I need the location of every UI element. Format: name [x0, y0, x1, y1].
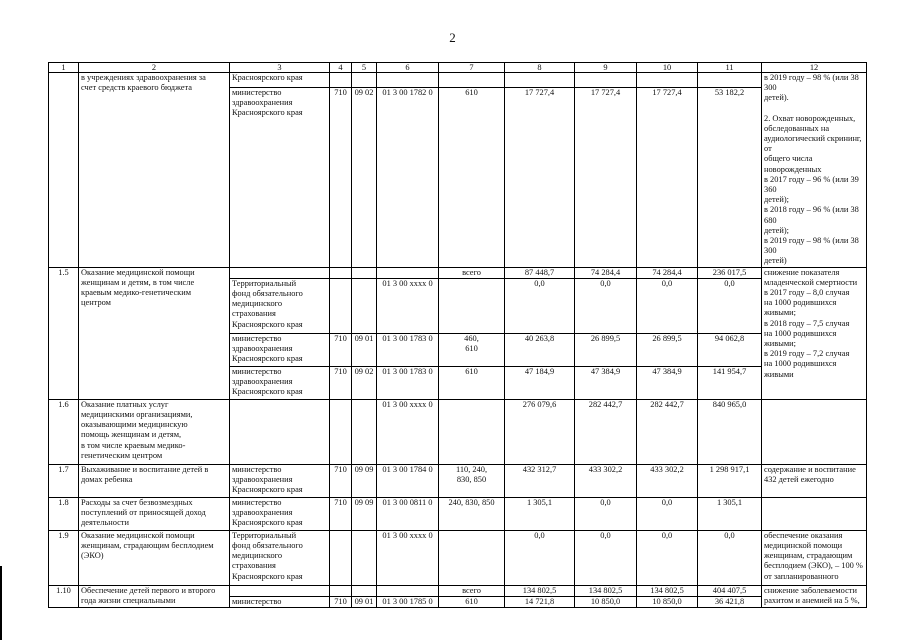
expected-result: содержание и воспитание 432 детей ежегодно — [762, 464, 867, 497]
value-2017: 1 305,1 — [505, 497, 575, 530]
organization: министерство здравоохранения Красноярского края — [230, 333, 330, 366]
result-text: в 2019 году – 98 % (или 38 300 детей). — [764, 73, 859, 103]
header-cell: 2 — [79, 63, 230, 73]
target-code: 01 3 00 xxxx 0 — [377, 278, 439, 333]
value-2017: 40 263,8 — [505, 333, 575, 366]
value-total: 53 182,2 — [698, 88, 762, 268]
section-code: 09 02 — [352, 88, 377, 268]
value-total: 840 965,0 — [698, 399, 762, 464]
value-2018: 0,0 — [575, 278, 637, 333]
row-number: 1.8 — [49, 497, 79, 530]
header-cell: 8 — [505, 63, 575, 73]
expense-code: 610 — [439, 88, 505, 268]
value-2019: 26 899,5 — [637, 333, 698, 366]
value-2018: 282 442,7 — [575, 399, 637, 464]
value-2018: 26 899,5 — [575, 333, 637, 366]
table-row — [49, 464, 867, 497]
budget-table — [48, 62, 867, 608]
section-code: 09 01 — [352, 597, 377, 608]
organization: министерство здравоохранения Красноярского края — [230, 464, 330, 497]
activity-name: Обеспечение детей первого и второго года жизни специальными — [79, 585, 230, 607]
target-code: 01 3 00 1783 0 — [377, 333, 439, 366]
table-row — [49, 73, 867, 88]
header-cell: 3 — [230, 63, 330, 73]
value-2018: 17 727,4 — [575, 88, 637, 268]
organization: министерство здравоохранения Красноярского края — [230, 366, 330, 399]
table-row — [49, 585, 867, 596]
target-code: 01 3 00 1785 0 — [377, 597, 439, 608]
organization: министерство — [230, 597, 330, 608]
section-code: 09 02 — [352, 366, 377, 399]
target-code: 01 3 00 xxxx 0 — [377, 399, 439, 464]
header-cell: 7 — [439, 63, 505, 73]
value-2018: 47 384,9 — [575, 366, 637, 399]
header-cell: 6 — [377, 63, 439, 73]
expected-result: обеспечение оказания медицинской помощи женщинам, страдающим бесплодием (ЭКО), – 100 % от запланированного — [762, 530, 867, 585]
value-2017: 87 448,7 — [505, 267, 575, 278]
header-cell: 5 — [352, 63, 377, 73]
target-code: 01 3 00 1783 0 — [377, 366, 439, 399]
value-2018: 0,0 — [575, 497, 637, 530]
value-2019: 433 302,2 — [637, 464, 698, 497]
value-2017: 0,0 — [505, 530, 575, 585]
value-total: 141 954,7 — [698, 366, 762, 399]
value-total: 236 017,5 — [698, 267, 762, 278]
activity-name: Оказание платных услуг медицинскими организациями, оказывающими медицинскую помощь женщинам и детям, в том числе краевым медико- генетическим центром — [79, 399, 230, 464]
value-total: 1 298 917,1 — [698, 464, 762, 497]
value-total: 94 062,8 — [698, 333, 762, 366]
value-2019: 134 802,5 — [637, 585, 698, 596]
value-total: 0,0 — [698, 278, 762, 333]
value-2019: 10 850,0 — [637, 597, 698, 608]
table-row — [49, 267, 867, 278]
header-cell: 4 — [330, 63, 352, 73]
gr-code: 710 — [330, 497, 352, 530]
value-total: 404 407,5 — [698, 585, 762, 596]
header-cell: 11 — [698, 63, 762, 73]
activity-name: Оказание медицинской помощи женщинам, страдающим бесплодием (ЭКО) — [79, 530, 230, 585]
result-text: 2. Охват новорожденных, обследованных на аудиологический скрининг, от общего числа новорожденных в 2017 году – 96 % (или 39 360 детей); в 2018 году – 96 % (или 38 680 детей); в 2019 году – 98 % (или 38 300 детей) — [764, 113, 862, 266]
target-code: 01 3 00 0811 0 — [377, 497, 439, 530]
target-code: 01 3 00 1784 0 — [377, 464, 439, 497]
value-total: 0,0 — [698, 530, 762, 585]
activity-name: в учреждениях здравоохранения за счет средств краевого бюджета — [79, 73, 230, 268]
header-cell: 1 — [49, 63, 79, 73]
table-row — [49, 399, 867, 464]
expense-code: 240, 830, 850 — [439, 497, 505, 530]
section-code: 09 09 — [352, 497, 377, 530]
organization: Территориальный фонд обязательного медицинского страхования Красноярского края — [230, 278, 330, 333]
table-row — [49, 530, 867, 585]
section-code: 09 01 — [352, 333, 377, 366]
expense-code: 460, 610 — [439, 333, 505, 366]
value-2019: 47 384,9 — [637, 366, 698, 399]
expense-code: 110, 240, 830, 850 — [439, 464, 505, 497]
activity-name: Выхаживание и воспитание детей в домах ребенка — [79, 464, 230, 497]
value-2018: 10 850,0 — [575, 597, 637, 608]
expected-result: снижение показателя младенческой смертности в 2017 году – 8,0 случая на 1000 родившихся живыми; в 2018 году – 7,5 случая на 1000 родившихся живыми; в 2019 году – 7,2 случая на 1000 родившихся живыми — [762, 267, 867, 399]
organization: Территориальный фонд обязательного медицинского страхования Красноярского края — [230, 530, 330, 585]
gr-code: 710 — [330, 464, 352, 497]
header-cell: 10 — [637, 63, 698, 73]
expense-code: 610 — [439, 366, 505, 399]
gr-code: 710 — [330, 597, 352, 608]
row-number: 1.5 — [49, 267, 79, 399]
expense-code: 610 — [439, 597, 505, 608]
value-2017: 432 312,7 — [505, 464, 575, 497]
value-2017: 276 079,6 — [505, 399, 575, 464]
gr-code: 710 — [330, 333, 352, 366]
section-code: 09 09 — [352, 464, 377, 497]
row-number — [49, 73, 79, 268]
binding-edge-mark — [0, 566, 2, 640]
row-number: 1.7 — [49, 464, 79, 497]
value-2019: 0,0 — [637, 497, 698, 530]
value-total: 36 421,8 — [698, 597, 762, 608]
value-2019: 17 727,4 — [637, 88, 698, 268]
value-2017: 17 727,4 — [505, 88, 575, 268]
value-2019: 74 284,4 — [637, 267, 698, 278]
activity-name: Оказание медицинской помощи женщинам и детям, в том числе краевым медико-генетическим центром — [79, 267, 230, 399]
gr-code: 710 — [330, 88, 352, 268]
value-2019: 0,0 — [637, 530, 698, 585]
value-2018: 74 284,4 — [575, 267, 637, 278]
value-2017: 0,0 — [505, 278, 575, 333]
value-2017: 47 184,9 — [505, 366, 575, 399]
value-2017: 134 802,5 — [505, 585, 575, 596]
header-row — [49, 63, 867, 73]
value-2019: 282 442,7 — [637, 399, 698, 464]
row-number: 1.6 — [49, 399, 79, 464]
value-total: 1 305,1 — [698, 497, 762, 530]
expense-code: всего — [439, 585, 505, 596]
value-2018: 0,0 — [575, 530, 637, 585]
gr-code: 710 — [330, 366, 352, 399]
expected-result: снижение заболеваемости рахитом и анемией на 5 %, — [762, 585, 867, 607]
value-2017: 14 721,8 — [505, 597, 575, 608]
row-number: 1.9 — [49, 530, 79, 585]
target-code: 01 3 00 xxxx 0 — [377, 530, 439, 585]
value-2018: 433 302,2 — [575, 464, 637, 497]
organization: Красноярского края — [230, 73, 330, 88]
organization: министерство здравоохранения Красноярского края — [230, 88, 330, 268]
activity-name: Расходы за счет безвозмездных поступлений от приносящей доход деятельности — [79, 497, 230, 530]
expense-code: всего — [439, 267, 505, 278]
header-cell: 9 — [575, 63, 637, 73]
table-row — [49, 497, 867, 530]
row-number: 1.10 — [49, 585, 79, 607]
header-cell: 12 — [762, 63, 867, 73]
expected-result — [762, 73, 867, 268]
value-2018: 134 802,5 — [575, 585, 637, 596]
page-number: 2 — [449, 30, 456, 45]
organization: министерство здравоохранения Красноярского края — [230, 497, 330, 530]
target-code: 01 3 00 1782 0 — [377, 88, 439, 268]
value-2019: 0,0 — [637, 278, 698, 333]
